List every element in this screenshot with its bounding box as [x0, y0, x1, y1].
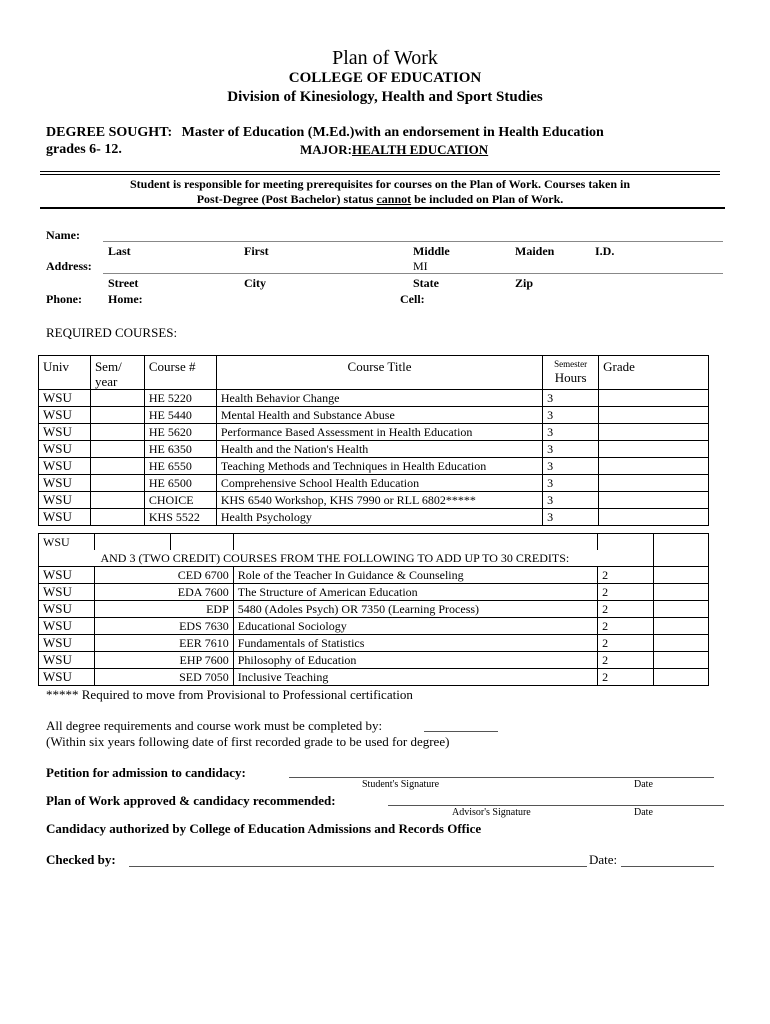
row-course: HE 6500 [144, 475, 216, 492]
empty-cell[interactable] [90, 458, 144, 475]
table-row [39, 458, 709, 475]
row-title: Teaching Methods and Techniques in Health Education [216, 458, 542, 475]
row-hours: 2 [598, 669, 654, 686]
address-label: Address: [46, 259, 92, 273]
row-univ: WSU [39, 458, 91, 475]
col-univ: Univ [39, 356, 91, 390]
table-header-row [39, 356, 709, 390]
row-hours: 2 [598, 635, 654, 652]
row-univ: WSU [39, 407, 91, 424]
row-course: EER 7610 [170, 635, 233, 652]
col-grade: Grade [599, 356, 709, 390]
empty-cell[interactable] [654, 601, 709, 618]
row-course: CED 6700 [170, 567, 233, 584]
row-hours: 2 [598, 652, 654, 669]
row-title: Fundamentals of Statistics [233, 635, 597, 652]
empty-cell[interactable] [94, 618, 170, 635]
maiden-label: Maiden [515, 244, 555, 258]
empty-cell [654, 550, 709, 567]
notice-line-2 [40, 192, 720, 207]
table-row [39, 424, 709, 441]
row-title: KHS 6540 Workshop, KHS 7990 or RLL 6802***** [216, 492, 542, 509]
checked-by-label: Checked by: [46, 852, 116, 867]
empty-cell[interactable] [90, 509, 144, 526]
row-title: Health Psychology [216, 509, 542, 526]
row-univ: WSU [39, 618, 95, 635]
street-label: Street [108, 276, 139, 290]
date-label-2: Date [634, 807, 653, 818]
row-hours: 2 [598, 601, 654, 618]
row-univ: WSU [39, 441, 91, 458]
degree-grades: grades 6- 12. [46, 142, 122, 157]
home-label: Home: [108, 292, 143, 306]
row-hours: 2 [598, 567, 654, 584]
row-title: Philosophy of Education [233, 652, 597, 669]
row-hours: 3 [543, 407, 599, 424]
row-title: Health and the Nation's Health [216, 441, 542, 458]
petition-label: Petition for admission to candidacy: [46, 765, 246, 780]
empty-cell[interactable] [599, 407, 709, 424]
empty-cell[interactable] [94, 567, 170, 584]
phone-label: Phone: [46, 292, 82, 306]
table-row [39, 509, 709, 526]
table-row [39, 635, 709, 652]
empty-cell[interactable] [654, 635, 709, 652]
notice-cannot: cannot [376, 192, 412, 206]
empty-cell [94, 534, 170, 551]
row-course: HE 5440 [144, 407, 216, 424]
row-hours: 2 [598, 618, 654, 635]
table-row [39, 492, 709, 509]
table-row [39, 618, 709, 635]
row-univ: WSU [39, 652, 95, 669]
table-row [39, 652, 709, 669]
row-hours: 3 [543, 492, 599, 509]
row-course: SED 7050 [170, 669, 233, 686]
empty-cell[interactable] [90, 390, 144, 407]
degree-label [46, 125, 604, 141]
empty-cell[interactable] [94, 584, 170, 601]
row-course: EDS 7630 [170, 618, 233, 635]
empty-cell[interactable] [90, 407, 144, 424]
name-label: Name: [46, 228, 80, 242]
empty-cell [654, 534, 709, 551]
empty-cell[interactable] [599, 441, 709, 458]
empty-cell[interactable] [90, 441, 144, 458]
col-sem-year [90, 356, 144, 390]
page-title: Plan of Work [332, 47, 438, 69]
row-univ: WSU [39, 509, 91, 526]
middle-label: Middle [413, 244, 450, 258]
row-course: CHOICE [144, 492, 216, 509]
empty-cell[interactable] [654, 584, 709, 601]
col-sem: Sem/ [94, 359, 122, 374]
empty-cell[interactable] [599, 475, 709, 492]
col-course: Course # [144, 356, 216, 390]
empty-cell[interactable] [599, 492, 709, 509]
row-univ: WSU [39, 492, 91, 509]
row-course: HE 6350 [144, 441, 216, 458]
row-course: HE 5620 [144, 424, 216, 441]
electives-table [38, 533, 709, 686]
empty-cell [598, 534, 654, 551]
row-univ: WSU [39, 635, 95, 652]
required-heading: REQUIRED COURSES: [46, 325, 178, 340]
petition-signature-line[interactable] [289, 777, 714, 778]
electives-instruction: AND 3 (TWO CREDIT) COURSES FROM THE FOLLOWING TO ADD UP TO 30 CREDITS: [94, 550, 653, 567]
approval-label: Plan of Work approved & candidacy recommended: [46, 793, 336, 808]
completion-date-line[interactable] [424, 731, 498, 732]
address-input-line[interactable] [103, 273, 723, 274]
completion-requirement: All degree requirements and course work must be completed by: [46, 718, 383, 733]
row-univ: WSU [39, 601, 95, 618]
table-row [39, 584, 709, 601]
row-univ: WSU [39, 584, 95, 601]
electives-first-row [39, 534, 709, 551]
row-univ: WSU [39, 567, 95, 584]
row-hours: 3 [543, 441, 599, 458]
empty-cell[interactable] [599, 390, 709, 407]
row-univ: WSU [39, 669, 95, 686]
row-hours: 3 [543, 458, 599, 475]
row-hours: 3 [543, 390, 599, 407]
major-value: HEALTH EDUCATION [352, 142, 489, 157]
row-univ: WSU [39, 424, 91, 441]
table-row [39, 567, 709, 584]
approval-signature-line[interactable] [388, 805, 724, 806]
row-title: Role of the Teacher In Guidance & Counseling [233, 567, 597, 584]
table-row [39, 601, 709, 618]
row-title: Health Behavior Change [216, 390, 542, 407]
checked-by-line[interactable] [129, 866, 587, 867]
row-hours: 3 [543, 475, 599, 492]
notice-line-1: Student is responsible for meeting prerequisites for courses on the Plan of Work. Courses taken in [129, 177, 631, 191]
col-semester: Semester [554, 359, 588, 369]
empty-cell[interactable] [94, 652, 170, 669]
row-title: 5480 (Adoles Psych) OR 7350 (Learning Process) [233, 601, 597, 618]
row-title: Inclusive Teaching [233, 669, 597, 686]
last-label: Last [108, 244, 131, 258]
electives-first-univ: WSU [39, 534, 95, 551]
required-note: ***** Required to move from Provisional to Professional certification [46, 687, 413, 702]
row-hours: 2 [598, 584, 654, 601]
empty-cell[interactable] [599, 424, 709, 441]
table-row [39, 407, 709, 424]
row-course: HE 6550 [144, 458, 216, 475]
college-name: COLLEGE OF EDUCATION [288, 70, 482, 86]
candidacy-authorized: Candidacy authorized by College of Education Admissions and Records Office [46, 821, 482, 836]
checked-date-line[interactable] [621, 866, 714, 867]
empty-cell[interactable] [90, 424, 144, 441]
table-row [39, 441, 709, 458]
completion-note: (Within six years following date of first recorded grade to be used for degree) [46, 734, 450, 749]
first-label: First [244, 244, 269, 258]
table-row [39, 475, 709, 492]
row-title: Mental Health and Substance Abuse [216, 407, 542, 424]
empty-cell[interactable] [654, 669, 709, 686]
col-year: year [94, 374, 118, 389]
empty-cell[interactable] [90, 475, 144, 492]
student-signature-label: Student's Signature [362, 779, 440, 790]
degree-value: Master of Education (M.Ed.)with an endorsement in Health Education [181, 125, 604, 140]
row-course: KHS 5522 [144, 509, 216, 526]
empty-cell[interactable] [654, 618, 709, 635]
col-title: Course Title [216, 356, 542, 390]
empty-cell[interactable] [599, 458, 709, 475]
row-title: Comprehensive School Health Education [216, 475, 542, 492]
division-name: Division of Kinesiology, Health and Sport Studies [227, 89, 543, 105]
table-row [39, 669, 709, 686]
row-course: EDA 7600 [170, 584, 233, 601]
required-courses-table [38, 355, 709, 526]
empty-cell[interactable] [654, 652, 709, 669]
empty-cell [170, 534, 233, 551]
row-course: HE 5220 [144, 390, 216, 407]
row-hours: 3 [543, 424, 599, 441]
empty-cell[interactable] [94, 669, 170, 686]
row-title: Educational Sociology [233, 618, 597, 635]
id-label: I.D. [595, 244, 615, 258]
notice-part-c: be included on Plan of Work. [411, 192, 564, 206]
col-hours [543, 356, 599, 390]
degree-sought-label: DEGREE SOUGHT: [46, 125, 173, 140]
state-label: State [413, 276, 439, 290]
major-label: MAJOR: [300, 142, 352, 157]
row-course: EDP [170, 601, 233, 618]
name-input-line[interactable] [103, 241, 723, 242]
advisor-signature-label: Advisor's Signature [452, 807, 531, 818]
date-label-1: Date [634, 779, 653, 790]
row-hours: 3 [543, 509, 599, 526]
row-course: EHP 7600 [170, 652, 233, 669]
electives-instruction-row [39, 550, 709, 567]
row-title: The Structure of American Education [233, 584, 597, 601]
city-label: City [244, 276, 266, 290]
empty-cell [233, 534, 597, 551]
empty-cell[interactable] [94, 635, 170, 652]
major-line [300, 142, 488, 158]
table-row [39, 390, 709, 407]
empty-cell[interactable] [599, 509, 709, 526]
cell-label: Cell: [400, 292, 425, 306]
col-hours-label: Hours [554, 370, 587, 385]
empty-cell[interactable] [654, 567, 709, 584]
empty-cell[interactable] [90, 492, 144, 509]
row-univ: WSU [39, 390, 91, 407]
empty-cell[interactable] [94, 601, 170, 618]
row-title: Performance Based Assessment in Health Education [216, 424, 542, 441]
empty-cell [39, 550, 95, 567]
notice-part-a: Post-Degree (Post Bachelor) status [196, 192, 377, 206]
date-label-3: Date: [589, 852, 618, 867]
row-univ: WSU [39, 475, 91, 492]
mi-label: MI [413, 259, 428, 273]
zip-label: Zip [515, 276, 534, 290]
